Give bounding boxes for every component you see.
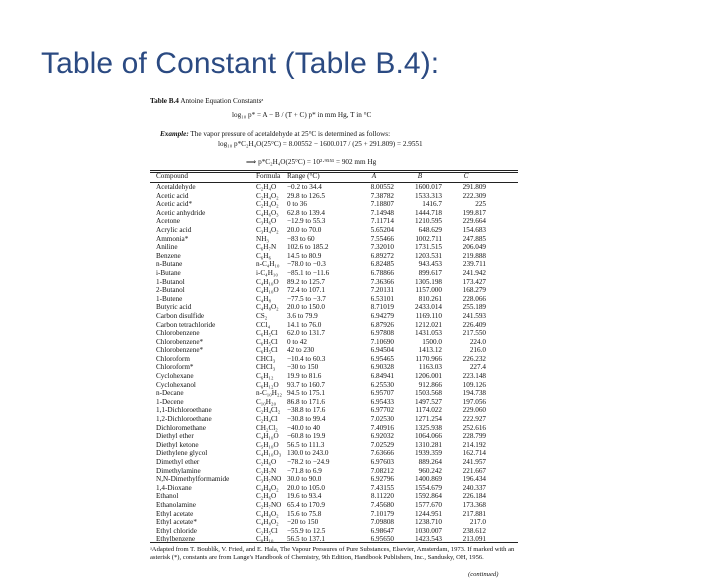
cell-b: 1238.710	[415, 518, 442, 527]
cell-b: 1174.022	[415, 406, 442, 415]
cell-formula: CH₂Cl₂	[256, 423, 278, 432]
cell-c: 224.0	[469, 337, 486, 346]
cell-b: 899.617	[418, 268, 442, 277]
cell-range: 56.5 to 137.1	[287, 535, 325, 544]
cell-range: −38.8 to 17.6	[287, 406, 326, 415]
cell-a: 6.25530	[370, 380, 394, 389]
cell-c: 255.189	[462, 303, 486, 312]
cell-b: 1503.568	[415, 389, 442, 398]
cell-c: 241.957	[462, 458, 486, 466]
cell-c: 252.616	[462, 423, 486, 432]
cell-b: 1592.864	[415, 492, 442, 501]
cell-range: 56.5 to 111.3	[287, 440, 325, 449]
table-row	[150, 193, 518, 202]
cell-range: 19.9 to 81.6	[287, 372, 322, 381]
cell-range: 29.8 to 126.5	[287, 191, 325, 200]
cell-b: 1444.718	[415, 208, 442, 217]
cell-a: 7.63666	[370, 449, 394, 458]
cell-range: −30.8 to 99.4	[287, 415, 326, 424]
cell-formula: C₂H₆O	[256, 492, 277, 501]
cell-c: 217.0	[469, 518, 486, 527]
cell-range: 130.0 to 243.0	[287, 449, 329, 458]
table-row	[150, 511, 518, 520]
cell-range: 14.5 to 80.9	[287, 251, 322, 260]
table-label: Table B.4	[150, 97, 179, 105]
cell-range: 20.0 to 70.0	[287, 225, 322, 234]
cell-range: 62.8 to 139.4	[287, 208, 325, 217]
example-line	[160, 131, 390, 139]
cell-range: −60.8 to 19.9	[287, 432, 326, 441]
cell-a: 7.43155	[370, 483, 394, 492]
cell-c: 154.683	[462, 225, 486, 234]
cell-formula: C₄H₁₀O	[256, 277, 279, 286]
cell-c: 225	[475, 200, 486, 209]
cell-compound: Acetic acid	[156, 191, 189, 200]
cell-c: 226.184	[462, 492, 486, 501]
cell-b: 1731.515	[415, 243, 442, 252]
cell-a: 7.09808	[370, 518, 394, 527]
cell-b: 2433.014	[415, 303, 442, 312]
cell-c: 229.664	[462, 217, 486, 226]
cell-compound: Ethyl acetate*	[156, 518, 197, 527]
cell-formula: C₄H₈O₂	[256, 518, 279, 527]
cell-formula: C₆H₅Cl	[256, 329, 278, 338]
cell-c: 241.593	[462, 311, 486, 320]
cell-range: 72.4 to 107.1	[287, 286, 325, 295]
cell-c: 194.738	[462, 389, 486, 398]
cell-compound: Acetic anhydride	[156, 208, 206, 217]
cell-c: 238.612	[462, 526, 486, 535]
cell-b: 1002.711	[415, 234, 442, 243]
cell-compound: Acetone	[156, 217, 180, 226]
cell-range: 3.6 to 79.9	[287, 311, 318, 320]
cell-formula: C₄H₈O₂	[256, 509, 279, 518]
cell-a: 6.98647	[370, 526, 394, 535]
cell-compound: Benzene	[156, 251, 181, 260]
cell-formula: C₄H₈	[256, 294, 271, 303]
cell-range: 20.0 to 150.0	[287, 303, 325, 312]
cell-range: −30 to 150	[287, 363, 319, 372]
cell-c: 229.060	[462, 406, 486, 415]
cell-b: 1310.281	[415, 440, 442, 449]
cell-a: 7.36366	[370, 277, 394, 286]
cell-formula: CCl₄	[256, 320, 271, 329]
cell-compound: n-Decane	[156, 389, 184, 398]
cell-compound: Dimethyl ether	[156, 458, 200, 466]
cell-range: −12.9 to 55.3	[287, 217, 326, 226]
cell-compound: Dichloromethane	[156, 423, 206, 432]
cell-compound: Chlorobenzene*	[156, 337, 204, 346]
cell-c: 162.714	[462, 449, 486, 458]
cell-range: 94.5 to 175.1	[287, 389, 325, 398]
cell-a: 6.82485	[370, 260, 394, 269]
table-footnote: ᵃAdapted from T. Boublík, V. Fried, and E. Hala, The Vapour Pressures of Pure Substances, Elsevier, Amsterdam, 1973. If marked with an asterisk (*), constants are from Lange's Handbook of Chemistry, 9th Edition, Handbook Publishers, Inc., Sandusky, OH, 1956.	[150, 546, 515, 561]
cell-range: 30.0 to 90.0	[287, 475, 322, 484]
cell-compound: Acetaldehyde	[156, 183, 196, 191]
cell-b: 1210.595	[415, 217, 442, 226]
cell-formula: C₄H₁₀O	[256, 286, 279, 295]
example-label: Example:	[160, 130, 189, 138]
cell-compound: i-Butane	[156, 268, 181, 277]
cell-c: 239.711	[462, 260, 486, 269]
cell-range: 65.4 to 170.9	[287, 500, 325, 509]
cell-c: 219.888	[462, 251, 486, 260]
cell-compound: Ethyl chloride	[156, 526, 197, 535]
header-c: C	[463, 172, 469, 180]
cell-a: 7.55466	[370, 234, 394, 243]
cell-b: 1163.03	[418, 363, 442, 372]
cell-range: −20 to 150	[287, 518, 319, 527]
cell-formula: C₆H₁₂O	[256, 380, 279, 389]
cell-formula: CS₂	[256, 311, 268, 320]
cell-compound: Chlorobenzene*	[156, 346, 204, 355]
cell-a: 7.32010	[370, 243, 394, 252]
cell-compound: 1-Decene	[156, 397, 184, 406]
cell-a: 6.94504	[370, 346, 394, 355]
table-document	[150, 97, 530, 578]
cell-a: 7.10179	[370, 509, 394, 518]
cell-compound: Butyric acid	[156, 303, 192, 312]
cell-b: 1157.000	[415, 286, 442, 295]
cell-a: 7.18807	[370, 200, 394, 209]
cell-compound: Diethyl ketone	[156, 440, 199, 449]
cell-c: 197.056	[462, 397, 486, 406]
cell-range: −78.2 to −24.9	[287, 458, 330, 466]
cell-compound: Chloroform*	[156, 363, 194, 372]
slide-title: Table of Constant (Table B.4):	[41, 47, 440, 80]
cell-a: 8.11220	[370, 492, 394, 501]
cell-range: 0 to 36	[287, 200, 307, 209]
cell-compound: 1,4-Dioxane	[156, 483, 192, 492]
cell-c: 241.942	[462, 268, 486, 277]
table-body	[150, 184, 518, 545]
cell-range: −0.2 to 34.4	[287, 183, 322, 191]
cell-c: 222.309	[462, 191, 486, 200]
cell-b: 1325.938	[415, 423, 442, 432]
cell-formula: NH₃	[256, 234, 269, 243]
cell-compound: Cyclohexanol	[156, 380, 196, 389]
cell-c: 291.809	[462, 183, 486, 191]
cell-a: 7.02530	[370, 415, 394, 424]
cell-compound: Cyclohexane	[156, 372, 194, 381]
header-a: A	[371, 172, 377, 180]
cell-a: 6.94279	[370, 311, 394, 320]
cell-a: 7.38782	[370, 191, 394, 200]
cell-range: −71.8 to 6.9	[287, 466, 322, 475]
cell-range: 19.6 to 93.4	[287, 492, 322, 501]
cell-c: 227.4	[469, 363, 486, 372]
cell-compound: Chlorobenzene	[156, 329, 200, 338]
cell-c: 228.066	[462, 294, 486, 303]
cell-b: 1305.198	[415, 277, 442, 286]
cell-b: 1203.531	[415, 251, 442, 260]
cell-range: −40.0 to 40	[287, 423, 321, 432]
cell-a: 6.92796	[370, 475, 394, 484]
cell-b: 1497.527	[415, 397, 442, 406]
cell-formula: n-C₁₀H₂₂	[256, 389, 282, 398]
cell-c: 168.279	[462, 286, 486, 295]
cell-formula: CHCl₃	[256, 354, 276, 363]
cell-compound: Acetic acid*	[156, 200, 193, 209]
cell-a: 7.10690	[370, 337, 394, 346]
calculation-line: log₁₀ p*C₂H₄O(25°C) = 8.00552 − 1600.017 / (25 + 291.809) = 2.9551	[218, 140, 423, 148]
table-row	[150, 339, 518, 348]
cell-c: 226.232	[462, 354, 486, 363]
cell-compound: 1-Butanol	[156, 277, 185, 286]
cell-b: 1169.110	[415, 311, 442, 320]
cell-compound: Carbon disulfide	[156, 311, 205, 320]
cell-range: 93.7 to 160.7	[287, 380, 325, 389]
cell-c: 199.817	[462, 208, 486, 217]
cell-b: 810.261	[418, 294, 442, 303]
cell-a: 7.02529	[370, 440, 394, 449]
cell-b: 1423.543	[415, 535, 442, 544]
cell-formula: C₃H₆O	[256, 217, 277, 226]
continued-note: (continued)	[468, 571, 499, 578]
cell-b: 1413.12	[418, 346, 442, 355]
cell-formula: C₂H₄O₂	[256, 200, 279, 209]
cell-a: 6.78866	[370, 268, 394, 277]
cell-a: 6.95707	[370, 389, 394, 398]
cell-b: 960.242	[418, 466, 442, 475]
cell-formula: C₆H₆	[256, 251, 271, 260]
cell-formula: C₁₀H₂₀	[256, 397, 277, 406]
cell-b: 912.866	[418, 380, 442, 389]
cell-range: 86.8 to 171.6	[287, 397, 325, 406]
cell-c: 223.148	[462, 372, 486, 381]
cell-compound: Aniline	[156, 243, 178, 252]
cell-a: 6.95650	[370, 535, 394, 544]
cell-compound: Chloroform	[156, 354, 190, 363]
cell-c: 213.091	[462, 535, 486, 544]
cell-formula: C₂H₄O₂	[256, 191, 279, 200]
cell-formula: C₅H₁₀O	[256, 440, 279, 449]
table-row	[150, 536, 518, 545]
cell-formula: C₃H₄O₂	[256, 225, 279, 234]
cell-a: 8.00552	[370, 183, 394, 191]
cell-c: 214.192	[462, 440, 486, 449]
cell-compound: Ethanol	[156, 492, 179, 501]
cell-a: 6.95433	[370, 397, 394, 406]
cell-formula: C₂H₄O	[256, 183, 277, 191]
cell-formula: C₈H₁₀	[256, 535, 274, 544]
header-compound: Compound	[156, 172, 188, 180]
header-b: B	[417, 172, 423, 180]
antoine-equation: log₁₀ p* = A − B / (T + C) p* in mm Hg, T in °C	[232, 111, 372, 119]
cell-b: 1939.359	[415, 449, 442, 458]
cell-b: 1600.017	[415, 183, 442, 191]
cell-formula: C₄H₁₀O	[256, 432, 279, 441]
cell-compound: Ethylbenzene	[156, 535, 196, 544]
cell-range: −78.0 to −0.3	[287, 260, 326, 269]
cell-range: 62.0 to 131.7	[287, 329, 325, 338]
cell-c: 226.409	[462, 320, 486, 329]
cell-b: 1400.869	[415, 475, 442, 484]
cell-compound: Ammonia*	[156, 234, 189, 243]
cell-compound: 1-Butene	[156, 294, 183, 303]
example-text: The vapor pressure of acetaldehyde at 25°C is determined as follows:	[190, 130, 391, 138]
cell-range: 14.1 to 76.0	[287, 320, 322, 329]
cell-a: 7.20131	[370, 286, 394, 295]
cell-compound: Ethyl acetate	[156, 509, 194, 518]
cell-range: −77.5 to −3.7	[287, 294, 326, 303]
cell-compound: Acrylic acid	[156, 225, 192, 234]
cell-a: 7.45680	[370, 500, 394, 509]
cell-formula: C₂H₇N	[256, 466, 277, 475]
cell-c: 196.434	[462, 475, 486, 484]
top-rule	[150, 170, 518, 171]
cell-a: 6.53101	[370, 294, 394, 303]
cell-a: 6.97603	[370, 458, 394, 466]
cell-b: 1244.951	[415, 509, 442, 518]
cell-formula: C₃H₇NO	[256, 475, 282, 484]
cell-c: 217.881	[462, 509, 486, 518]
cell-compound: N,N-Dimethylformamide	[156, 475, 230, 484]
cell-formula: n-C₄H₁₀	[256, 260, 280, 269]
cell-formula: C₄H₆O₃	[256, 208, 279, 217]
cell-b: 1500.0	[422, 337, 442, 346]
cell-a: 7.40916	[370, 423, 394, 432]
cell-compound: Diethylene glycol	[156, 449, 208, 458]
cell-formula: C₄H₈O₂	[256, 483, 279, 492]
cell-a: 6.89272	[370, 251, 394, 260]
result-line: ⟹ p*C₂H₄O(25°C) = 10²·⁹⁵⁵¹ = 902 mm Hg	[246, 158, 377, 166]
cell-a: 7.14948	[370, 208, 394, 217]
header-formula: Formula	[256, 172, 281, 180]
table-row	[150, 356, 518, 365]
cell-a: 6.97702	[370, 406, 394, 415]
cell-b: 1416.7	[422, 200, 442, 209]
cell-c: 228.799	[462, 432, 486, 441]
cell-a: 6.87926	[370, 320, 394, 329]
bottom-rule	[150, 542, 518, 543]
cell-formula: C₆H₅Cl	[256, 337, 278, 346]
table-caption	[150, 98, 263, 106]
cell-range: 15.6 to 75.8	[287, 509, 322, 518]
cell-a: 5.65204	[370, 225, 394, 234]
cell-compound: 2-Butanol	[156, 286, 185, 295]
cell-formula: C₂H₆O	[256, 458, 277, 466]
cell-formula: C₄H₈O₂	[256, 303, 279, 312]
table-header	[150, 173, 518, 182]
cell-a: 6.92032	[370, 432, 394, 441]
cell-compound: Ethanolamine	[156, 500, 196, 509]
cell-c: 109.126	[462, 380, 486, 389]
cell-b: 1554.679	[415, 483, 442, 492]
cell-c: 247.885	[462, 234, 486, 243]
cell-c: 217.550	[462, 329, 486, 338]
cell-c: 173.368	[462, 500, 486, 509]
cell-a: 7.11714	[370, 217, 394, 226]
cell-range: −83 to 60	[287, 234, 315, 243]
cell-b: 1030.007	[415, 526, 442, 535]
cell-formula: C₆H₅Cl	[256, 346, 278, 355]
cell-b: 1577.670	[415, 500, 442, 509]
cell-range: 0 to 42	[287, 337, 307, 346]
cell-formula: i-C₄H₁₀	[256, 268, 278, 277]
cell-compound: Dimethylamine	[156, 466, 201, 475]
cell-c: 206.049	[462, 243, 486, 252]
cell-b: 1212.021	[415, 320, 442, 329]
cell-b: 1064.066	[415, 432, 442, 441]
cell-range: 20.0 to 105.0	[287, 483, 325, 492]
cell-range: 89.2 to 125.7	[287, 277, 325, 286]
cell-b: 889.264	[418, 458, 442, 466]
header-range: Range (°C)	[287, 172, 320, 180]
cell-formula: C₂H₄Cl	[256, 415, 278, 424]
cell-a: 8.71019	[370, 303, 394, 312]
cell-compound: Carbon tetrachloride	[156, 320, 216, 329]
cell-b: 1271.254	[415, 415, 442, 424]
cell-range: −55.9 to 12.5	[287, 526, 326, 535]
cell-compound: Diethyl ether	[156, 432, 194, 441]
cell-range: −85.1 to −11.6	[287, 268, 330, 277]
cell-compound: n-Butane	[156, 260, 183, 269]
cell-compound: 1,1-Dichloroethane	[156, 406, 212, 415]
cell-a: 7.08212	[370, 466, 394, 475]
cell-formula: C₄H₁₀O₃	[256, 449, 282, 458]
cell-b: 1533.313	[415, 191, 442, 200]
cell-a: 6.97808	[370, 329, 394, 338]
cell-formula: C₂H₄Cl₂	[256, 406, 281, 415]
cell-compound: 1,2-Dichloroethane	[156, 415, 212, 424]
cell-a: 6.95465	[370, 354, 394, 363]
table-row	[150, 330, 518, 339]
cell-formula: C₂H₇NO	[256, 500, 282, 509]
cell-c: 240.337	[462, 483, 486, 492]
cell-c: 216.0	[469, 346, 486, 355]
cell-b: 943.453	[418, 260, 442, 269]
cell-b: 1431.053	[415, 329, 442, 338]
cell-c: 173.427	[462, 277, 486, 286]
cell-formula: C₂H₅Cl	[256, 526, 278, 535]
cell-formula: C₆H₁₂	[256, 372, 274, 381]
cell-b: 648.629	[418, 225, 442, 234]
cell-a: 6.84941	[370, 372, 394, 381]
cell-range: −10.4 to 60.3	[287, 354, 326, 363]
cell-c: 222.927	[462, 415, 486, 424]
table-caption-text: Antoine Equation Constantsᵃ	[180, 97, 264, 105]
cell-range: 42 to 230	[287, 346, 315, 355]
cell-c: 221.667	[462, 466, 486, 475]
cell-b: 1170.966	[415, 354, 442, 363]
cell-a: 6.90328	[370, 363, 394, 372]
cell-range: 102.6 to 185.2	[287, 243, 329, 252]
cell-formula: CHCl₃	[256, 363, 276, 372]
cell-b: 1206.001	[415, 372, 442, 381]
cell-formula: C₆H₇N	[256, 243, 277, 252]
